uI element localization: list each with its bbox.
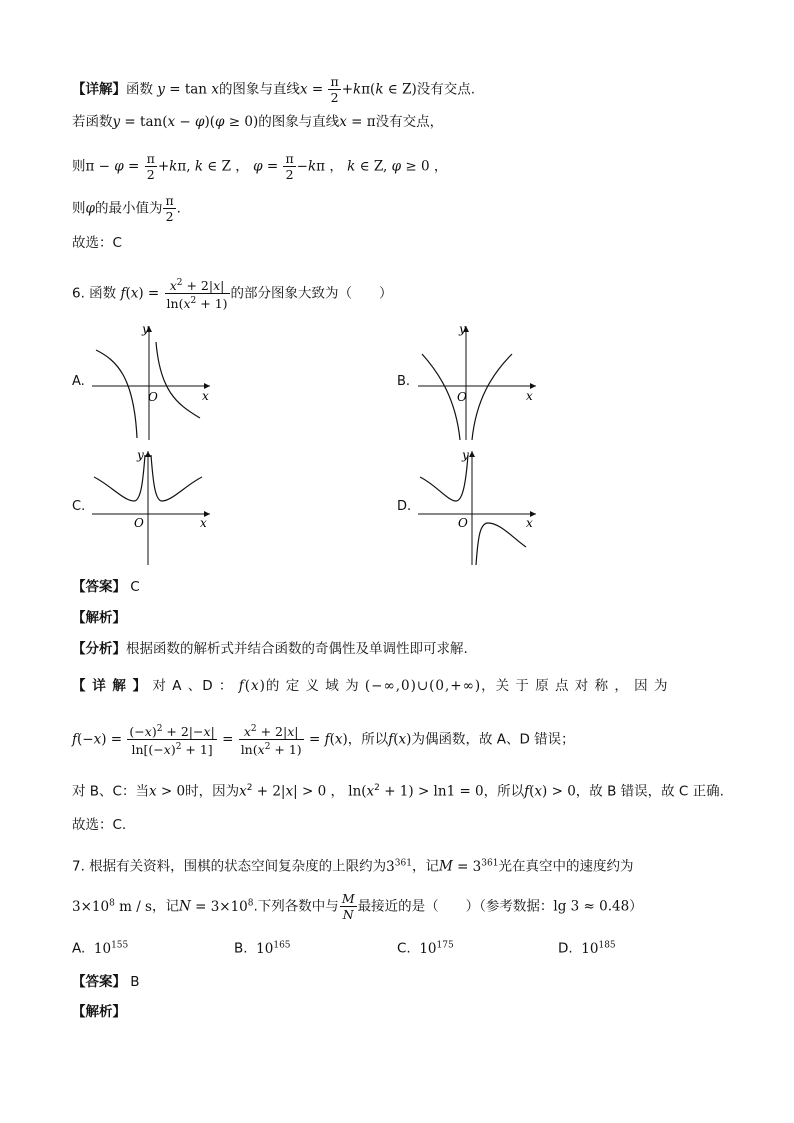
graph-d xyxy=(412,447,542,569)
y-axis-label: y xyxy=(142,322,149,336)
q7-option-a: A. $10^{155}$ xyxy=(72,940,129,957)
q5-detail-line-1: 【详解】函数 y = tan x的图象与直线x = $\frac{\pi}{2}$ +kπ(k ∈ Z)没有交点. xyxy=(72,74,476,105)
q6-detail-line-3: 对 B、C：当x > 0时，因为$x^2 + 2|x| > 0$ ， $\ln(x^2 + 1) > \ln 1 = 0$，所以f(x) > 0，故 B 错误，故 C 正确. xyxy=(72,783,724,800)
graph-c xyxy=(86,447,216,569)
option-c-label: C. xyxy=(72,499,86,514)
y-axis-label: y xyxy=(462,448,469,462)
q6-answer: 【答案】 C xyxy=(72,579,140,595)
origin-label: O xyxy=(457,390,467,404)
option-a-label: A. xyxy=(72,374,85,389)
graph-a xyxy=(86,320,216,442)
graph-b xyxy=(412,320,542,442)
x-axis-label: x xyxy=(526,516,533,530)
y-axis-label: y xyxy=(137,448,144,462)
q6-final-answer: 故选：C. xyxy=(72,817,127,833)
q7-answer: 【答案】 B xyxy=(72,974,140,990)
q5-detail-line-2: 若函数y = tan(x − φ)(φ ≥ 0)的图象与直线x = π没有交点， xyxy=(72,114,444,130)
x-axis-label: x xyxy=(526,389,533,403)
option-d-label: D. xyxy=(397,499,412,514)
q7-analysis-tag: 【解析】 xyxy=(72,1004,126,1020)
q5-answer: 故选：C xyxy=(72,235,122,251)
x-axis-label: x xyxy=(200,516,207,530)
y-axis-label: y xyxy=(459,322,466,336)
q7-option-d: D. $10^{185}$ xyxy=(558,940,616,957)
q5-detail-line-4: 则φ的最小值为 $\frac{\pi}{2}$ . xyxy=(72,193,181,224)
origin-label: O xyxy=(148,390,158,404)
q6-detail-line-1: 【 详 解 】 对 A 、D ： f(x)的 定 义 域 为 (−∞,0)∪(0,+∞)，关 于 原 点 对 称 ， 因 为 xyxy=(72,678,669,694)
x-axis-label: x xyxy=(202,389,209,403)
q6-analysis-tag: 【解析】 xyxy=(72,610,126,626)
q5-detail-line-3: 则π − φ = $\frac{\pi}{2}$ +kπ, k ∈ Z ， φ = $\frac{\pi}{2}$ −kπ ， k ∈ Z, φ ≥ 0 ， xyxy=(72,151,448,182)
q6-detail-line-2: f(−x) = $\frac{(-x)^2 + 2|-x|}{\ln[(-x)^2 + 1]}$ = $\frac{x^2 + 2|x|}{\ln(x^2 + 1)}$ = f(x)，所以f(x)为偶函数，故 A、D 错误； xyxy=(72,724,575,758)
option-b-label: B. xyxy=(397,374,411,389)
q7-option-c: C. $10^{175}$ xyxy=(397,940,454,957)
q6-stem: 6. 函数 f(x) = $\frac{x^2 + 2|x|}{\ln(x^2 + 1)}$ 的部分图象大致为（ ） xyxy=(72,278,393,312)
q7-stem-line-1: 7. 根据有关资料，围棋的状态空间复杂度的上限约为$3^{361}$，记$M = 3^{361}$光在真空中的速度约为 xyxy=(72,858,634,875)
q7-option-b: B. $10^{165}$ xyxy=(234,940,291,957)
q6-fenxi: 【分析】根据函数的解析式并结合函数的奇偶性及单调性即可求解. xyxy=(72,641,468,657)
origin-label: O xyxy=(134,516,144,530)
q7-stem-line-2: $3\times 10^8$ m / s，记$N = 3\times 10^8$.下列各数中与 $\frac{M}{N}$ 最接近的是（ ）（参考数据：lg 3 ≈ 0.48） xyxy=(72,891,643,922)
origin-label: O xyxy=(458,516,468,530)
detail-tag: 【详解】 xyxy=(72,81,126,98)
